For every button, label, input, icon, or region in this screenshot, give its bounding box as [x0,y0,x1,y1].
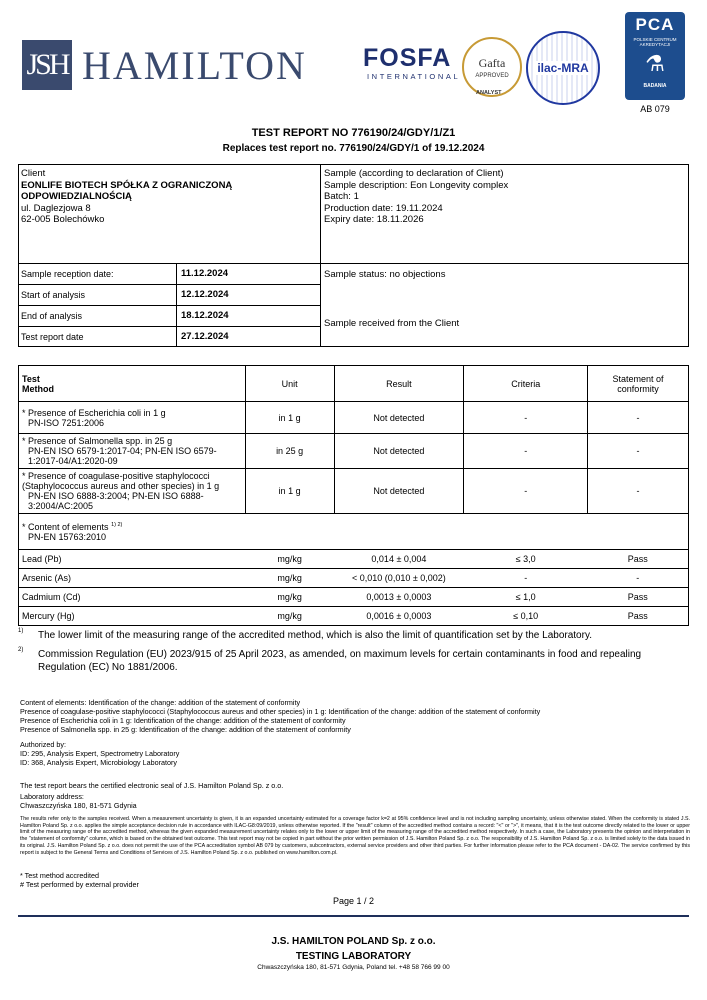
results-header-row [19,366,689,402]
element-statement: Pass [588,550,689,569]
sample-batch: Batch: 1 [324,191,359,202]
row-criteria: - [464,434,588,469]
date-label-report: Test report date [21,332,84,342]
header-statement-line2: conformity [617,383,659,394]
ilac-mra-logo [526,31,600,105]
row-test: * Presence of coagulase-positive staphylococci (Staphylococcus aureus and other species) in 1 g [22,471,220,491]
row-unit: in 25 g [245,434,334,469]
row-result: Not detected [334,434,464,469]
table-row [19,550,689,569]
authorized-label: Authorized by: [20,740,66,749]
hamilton-logo-mark: JSH [22,40,72,90]
authorized-person: ID: 295, Analysis Expert, Spectrometry Laboratory [20,749,180,758]
lab-address-block [20,792,137,810]
changes-list [20,698,540,734]
sample-received: Sample received from the Client [324,318,460,329]
change-item: Content of elements: Identification of the change: addition of the statement of conformity [20,698,301,707]
elements-method: PN-EN 15763:2010 [28,531,107,542]
header-method-line: Method [22,383,54,394]
row-criteria: - [464,469,588,514]
client-street: ul. Daglezjowa 8 [21,202,91,214]
info-box [18,164,689,347]
element-criteria: ≤ 3,0 [464,550,588,569]
element-criteria: - [464,569,588,588]
row-statement: - [588,402,689,434]
client-name-line2: ODPOWIEDZIALNOŚCIĄ [21,191,132,202]
element-criteria: ≤ 0,10 [464,607,588,626]
electronic-seal-note: The test report bears the certified electronic seal of J.S. Hamilton Poland Sp. z o.o. [20,781,284,790]
element-result: 0,014 ± 0,004 [334,550,464,569]
element-result: 0,0013 ± 0,0003 [334,588,464,607]
legend-external: # Test performed by external provider [20,880,139,889]
element-name: Lead (Pb) [19,550,246,569]
row-result: Not detected [334,402,464,434]
date-label-end: End of analysis [21,311,83,321]
pca-logo-sub: POLSKIE CENTRUM AKREDYTACJI [633,37,677,47]
accreditation-number: AB 079 [640,104,670,114]
row-test: * Presence of Salmonella spp. in 25 g [22,436,173,446]
client-name-line1: EONLIFE BIOTECH SPÓŁKA Z OGRANICZONĄ [21,179,233,191]
change-item: Presence of Escherichia coli in 1 g: Identification of the change: addition of the statement of conformity [20,716,346,725]
footnote-1-text: The lower limit of the measuring range of the accredited method, which is also the limit of quantification set by the Laboratory. [38,630,592,641]
client-section [21,168,232,226]
footer-divider [18,915,689,917]
date-value-end: 18.12.2024 [181,310,229,321]
date-value-reception: 11.12.2024 [181,268,229,279]
client-label: Client [21,168,46,179]
sample-description: Sample description: Eon Longevity complex [324,179,509,191]
element-name: Arsenic (As) [19,569,246,588]
sample-expiry-date: Expiry date: 18.11.2026 [324,214,424,225]
row-result: Not detected [334,469,464,514]
change-item: Presence of coagulase-positive staphylococci (Staphylococcus aureus and other species) in 1 g: Identification of the change: addition of the statement of conformity [20,707,541,716]
footer-lab: TESTING LABORATORY [295,951,412,962]
hamilton-logo-word: HAMILTON [82,43,307,88]
sample-section [324,168,508,226]
elements-footnote-refs: 1) 2) [111,521,123,528]
fosfa-logo-sub: INTERNATIONAL [367,72,461,81]
change-item: Presence of Salmonella spp. in 25 g: Identification of the change: addition of the statement of conformity [20,725,351,734]
element-statement: Pass [588,588,689,607]
elements-header-row [19,514,689,550]
ilac-mra-text: ilac-MRA [537,61,589,75]
table-row [19,402,689,434]
footnote-2-text-line1: Commission Regulation (EU) 2023/915 of 25 April 2023, as amended, on maximum levels for certain contaminants in food and repealing [38,649,642,660]
element-name: Cadmium (Cd) [19,588,246,607]
gafta-logo [462,37,522,97]
authorized-section [20,740,179,767]
row-method: PN-EN ISO 6888-3:2004; PN-EN ISO 6888-3:2004/AC:2005 [28,491,204,511]
table-row [19,469,689,514]
table-row [19,607,689,626]
flask-icon: ⚗ [645,51,665,76]
pca-logo-badania: BADANIA [643,83,667,89]
element-unit: mg/kg [245,588,334,607]
row-unit: in 1 g [245,402,334,434]
header-statement [588,366,689,402]
date-label-reception: Sample reception date: [21,269,114,279]
footnote-2-text-line2: Regulation (EC) No 1881/2006. [38,662,178,673]
footnote-1-mark: 1) [18,628,24,634]
sample-production-date: Production date: 19.11.2024 [324,202,443,214]
footer-address: Chwaszczyńska 180, 81-571 Gdynia, Poland tel. +48 58 766 99 00 [257,964,450,971]
legend [20,871,139,889]
row-method: PN-ISO 7251:2006 [28,417,105,428]
date-value-start: 12.12.2024 [181,289,229,300]
element-result: < 0,010 (0,010 ± 0,002) [334,569,464,588]
row-criteria: - [464,402,588,434]
date-label-start: Start of analysis [21,290,86,300]
fosfa-logo: FOSFA [363,44,452,72]
row-unit: in 1 g [245,469,334,514]
header-statement-line1: Statement of [612,373,664,384]
element-statement: Pass [588,607,689,626]
date-value-report: 27.12.2024 [181,331,229,342]
authorized-person: ID: 368, Analysis Expert, Microbiology Laboratory [20,758,178,767]
table-row [19,569,689,588]
legend-accredited: * Test method accredited [20,871,99,880]
sample-label: Sample (according to declaration of Client) [324,168,504,179]
results-table [18,365,689,626]
sample-status: Sample status: no objections [324,269,446,280]
disclaimer-text: The results refer only to the samples received. When a measurement uncertainty is given, it is an expanded uncertainty estimated for a coverage factor k=2 at 95% confidence level and is not including sampling uncertainty, unless otherwise stated. When the conformity is stated J.S. Hamilton Poland Sp. z o.o. applies the simple acceptance decision rule in accordance with ILAC-G8:09/2019, unless otherwise reported. If the "result" column of the accredited method contains a record: "<" or ">", it means, that it is the test outcome directly related to the lower or upper limit of the measuring range of the accredited method, whereas the given expanded measurement uncertainty relates only to the lower or upper limit of the measuring range of the accredited method respectively. In such a case, the Laboratory presents the opinion and interpretation in the "statement of conformity" column, which is based on the obtained test outcome. This test report may not be copied in part without the prior written permission of J.S. Hamilton Poland Sp. z o.o. The responsibility of J.S. Hamilton Poland Sp. z o.o. is limited solely to the data issued in its original. J.S. Hamilton Poland Sp. z o.o. does not permit the use of the PCA accreditation symbol AB 079 by customers, subcontractors, external service providers and other third parties. For further information please refer to the PCA document - DA-02. The service confirmed by this report is subject to the General Terms and Conditions of Services of J.S. Hamilton Poland Sp. z o.o. published on www.hamilton.com.pl. [20,816,690,856]
client-city: 62-005 Bolechówko [21,214,105,225]
table-row [19,588,689,607]
header-unit: Unit [245,366,334,402]
report-replaces: Replaces test report no. 776190/24/GDY/1 of 19.12.2024 [222,143,485,154]
pca-logo-head: PCA [635,15,675,34]
pca-logo [625,12,685,100]
element-unit: mg/kg [245,607,334,626]
gafta-logo-name: Gafta [478,55,506,70]
element-statement: - [588,569,689,588]
element-criteria: ≤ 1,0 [464,588,588,607]
element-unit: mg/kg [245,550,334,569]
gafta-logo-approved: APPROVED [475,72,509,79]
header-test-line: Test [22,373,40,384]
element-name: Mercury (Hg) [19,607,246,626]
gafta-analyst-label: ANALYST [476,90,502,96]
header-result: Result [334,366,464,402]
header-test [19,366,246,402]
report-title: TEST REPORT NO 776190/24/GDY/1/Z1 [251,127,456,139]
row-statement: - [588,469,689,514]
row-test: * Presence of Escherichia coli in 1 g [22,407,166,418]
header-criteria: Criteria [464,366,588,402]
lab-address: Chwaszczyńska 180, 81-571 Gdynia [20,801,137,810]
lab-address-label: Laboratory address: [20,792,84,801]
element-result: 0,0016 ± 0,0003 [334,607,464,626]
row-statement: - [588,434,689,469]
row-method: PN-EN ISO 6579-1:2017-04; PN-EN ISO 6579-1:2017-04/A1:2020-09 [28,446,217,466]
page-number: Page 1 / 2 [332,896,375,906]
table-row [19,434,689,469]
element-unit: mg/kg [245,569,334,588]
footer-company: J.S. HAMILTON POLAND Sp. z o.o. [271,936,436,947]
footnote-2-mark: 2) [18,647,24,653]
elements-title: * Content of elements [22,521,109,532]
